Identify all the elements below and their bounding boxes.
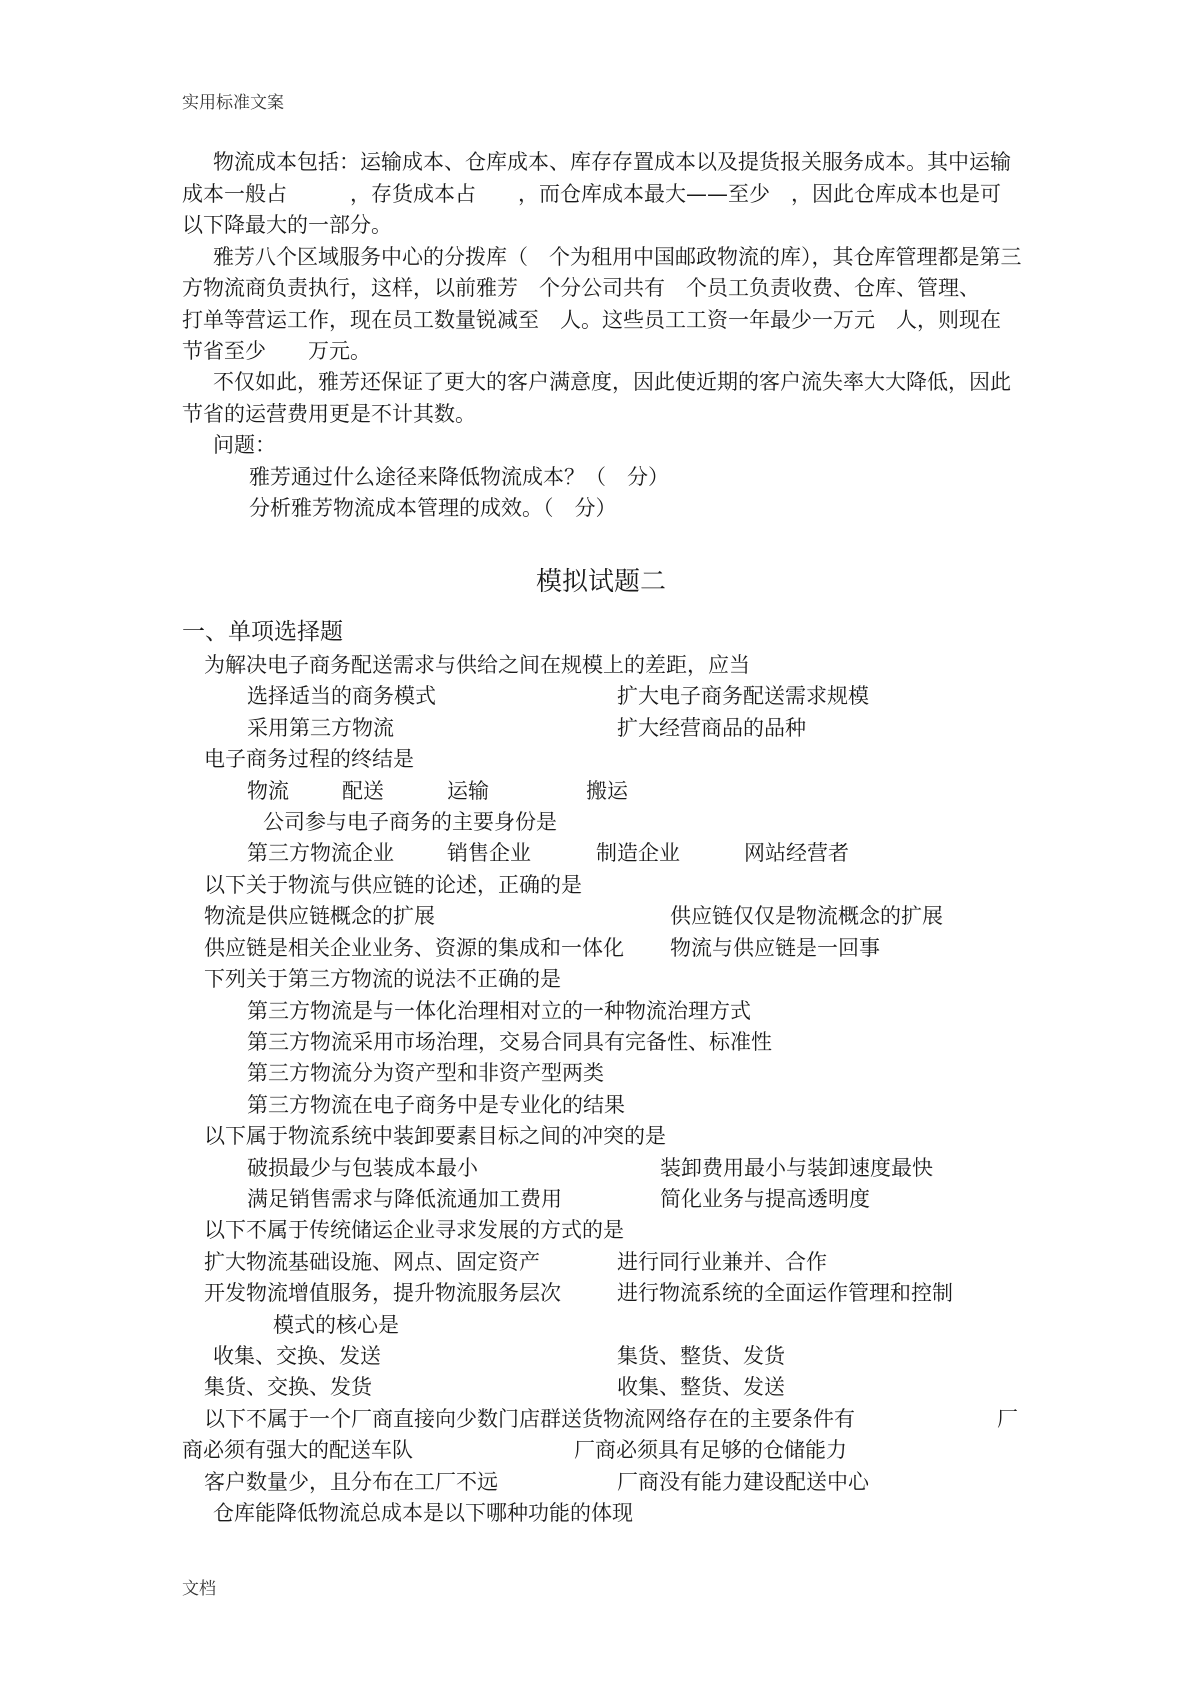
- question-option: 第三方物流企业: [247, 841, 394, 865]
- question-option: 第三方物流分为资产型和非资产型两类: [247, 1061, 604, 1085]
- question-stem: 以下关于物流与供应链的论述，正确的是: [204, 873, 582, 897]
- case-line: 物流成本包括：运输成本、仓库成本、库存存置成本以及提货报关服务成本。其中运输: [213, 150, 1011, 174]
- question-option: 销售企业: [447, 841, 531, 865]
- section-title: 一、单项选择题: [182, 619, 343, 645]
- case-line: 雅芳八个区域服务中心的分拨库（ 个为租用中国邮政物流的库），其仓库管理都是第三: [213, 245, 1022, 269]
- question-option: 供应链是相关企业业务、资源的集成和一体化: [204, 936, 624, 960]
- question-option: 装卸费用最小与装卸速度最快: [660, 1156, 933, 1180]
- question-stem: 公司参与电子商务的主要身份是: [263, 810, 557, 834]
- case-line: 以下降最大的一部分。: [182, 213, 392, 237]
- question-option: 配送: [342, 779, 384, 803]
- question-option: 第三方物流采用市场治理，交易合同具有完备性、标准性: [247, 1030, 772, 1054]
- page-footer: 文档: [182, 1579, 216, 1599]
- question-option: 物流是供应链概念的扩展: [204, 904, 435, 928]
- question-option: 扩大经营商品的品种: [617, 716, 806, 740]
- exam-title: 模拟试题二: [535, 567, 666, 597]
- question-option: 进行同行业兼并、合作: [617, 1250, 827, 1274]
- question-option: 集货、整货、发货: [617, 1344, 785, 1368]
- question-option: 扩大电子商务配送需求规模: [617, 684, 869, 708]
- case-line: 节省至少 万元。: [182, 339, 371, 363]
- question-option: 厂商没有能力建设配送中心: [617, 1470, 869, 1494]
- question-stem: 电子商务过程的终结是: [204, 747, 414, 771]
- question-option: 收集、交换、发送: [213, 1344, 381, 1368]
- question-option: 物流: [247, 779, 289, 803]
- question-option: 第三方物流是与一体化治理相对立的一种物流治理方式: [247, 999, 751, 1023]
- question-stem: 下列关于第三方物流的说法不正确的是: [204, 967, 561, 991]
- question-option-fragment: 厂: [997, 1407, 1018, 1431]
- question-option: 供应链仅仅是物流概念的扩展: [670, 904, 943, 928]
- question-option: 物流与供应链是一回事: [670, 936, 880, 960]
- question-option: 进行物流系统的全面运作管理和控制: [617, 1281, 953, 1305]
- question-option: 破损最少与包装成本最小: [247, 1156, 478, 1180]
- question-stem: 以下属于物流系统中装卸要素目标之间的冲突的是: [204, 1124, 666, 1148]
- question-option: 运输: [447, 779, 489, 803]
- question-option: 简化业务与提高透明度: [660, 1187, 870, 1211]
- question-option: 厂商必须具有足够的仓储能力: [574, 1438, 847, 1462]
- question-option: 客户数量少，且分布在工厂不远: [204, 1470, 498, 1494]
- page-header: 实用标准文案: [182, 93, 284, 113]
- question-option: 集货、交换、发货: [204, 1375, 372, 1399]
- question-stem: 为解决电子商务配送需求与供给之间在规模上的差距，应当: [204, 653, 750, 677]
- case-line: 方物流商负责执行，这样，以前雅芳 个分公司共有 个员工负责收费、仓库、管理、: [182, 276, 980, 300]
- case-line: 不仅如此，雅芳还保证了更大的客户满意度，因此使近期的客户流失率大大降低，因此: [213, 370, 1011, 394]
- question-option: 扩大物流基础设施、网点、固定资产: [204, 1250, 540, 1274]
- question-option: 收集、整货、发送: [617, 1375, 785, 1399]
- case-line: 节省的运营费用更是不计其数。: [182, 402, 476, 426]
- question-option: 制造企业: [596, 841, 680, 865]
- case-line: 打单等营运工作，现在员工数量锐减至 人。这些员工工资一年最少一万元 人，则现在: [182, 308, 1001, 332]
- question-option: 搬运: [586, 779, 628, 803]
- question-option: 满足销售需求与降低流通加工费用: [247, 1187, 562, 1211]
- question-stem: 仓库能降低物流总成本是以下哪种功能的体现: [213, 1501, 633, 1525]
- question-stem: 以下不属于一个厂商直接向少数门店群送货物流网络存在的主要条件有: [204, 1407, 855, 1431]
- question-stem: 以下不属于传统储运企业寻求发展的方式的是: [204, 1218, 624, 1242]
- question-option: 商必须有强大的配送车队: [182, 1438, 413, 1462]
- case-questions-label: 问题：: [213, 433, 276, 457]
- case-question: 雅芳通过什么途径来降低物流成本？（ 分）: [249, 465, 669, 489]
- question-option: 开发物流增值服务，提升物流服务层次: [204, 1281, 561, 1305]
- question-option: 网站经营者: [744, 841, 849, 865]
- case-question: 分析雅芳物流成本管理的成效。（ 分）: [249, 496, 617, 520]
- question-option: 第三方物流在电子商务中是专业化的结果: [247, 1093, 625, 1117]
- question-option: 选择适当的商务模式: [247, 684, 436, 708]
- question-stem: 模式的核心是: [273, 1313, 399, 1337]
- case-line: 成本一般占 ，存货成本占 ，而仓库成本最大——至少 ，因此仓库成本也是可: [182, 182, 1001, 206]
- question-option: 采用第三方物流: [247, 716, 394, 740]
